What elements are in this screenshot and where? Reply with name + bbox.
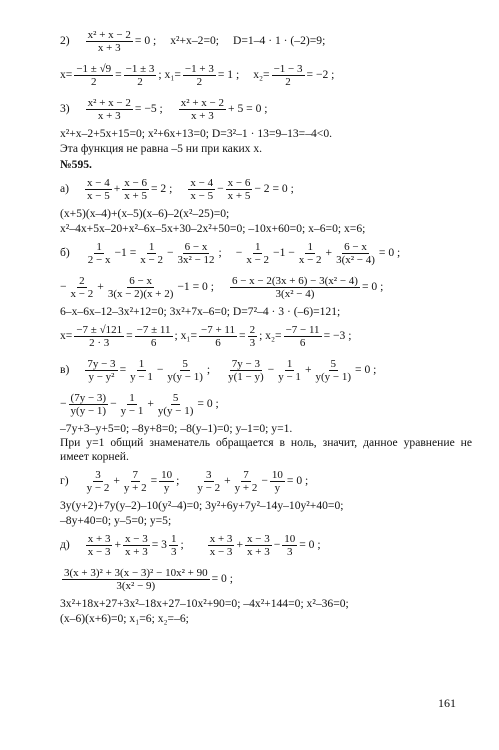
d-equation: д) $\frac{x + 3}{x - 3}$ + $\frac{x - 3}{x + 3}$ = 3 $\frac{1}{3}$ ; $\frac{x + 3}{x - 3}$ + $\frac{x - 3}{x + 3}$ − $\frac{10}{3}$ = 0 ; xyxy=(60,532,321,558)
fraction: $\frac{\text{3(x + 3)² + 3(x − 3)² − 10x² + 90}}{\text{3(x² − 9)}}$ xyxy=(64,566,208,592)
fraction: $\frac{3}{y - 2}$ xyxy=(197,468,221,494)
fraction: $\frac{-1 \pm 3}{2}$ xyxy=(125,62,155,88)
fraction: $\frac{5}{y(y - 1)}$ xyxy=(167,357,203,383)
fraction: $\frac{-1 \pm √9}{2}$ xyxy=(76,62,112,88)
fraction: $\frac{1}{y - 1}$ xyxy=(130,357,153,383)
part-label: 2) xyxy=(60,34,70,47)
fraction: $\frac{5}{y(y - 1)}$ xyxy=(157,391,194,417)
fraction: $\frac{x - 3}{x + 3}$ xyxy=(125,532,148,558)
fraction: $\frac{(7y - 3)}{y(y - 1)}$ xyxy=(70,391,107,417)
v-equation: в) $\frac{7y - 3}{\text{y − y²}}$ = $\frac{1}{y - 1}$ − $\frac{5}{y(y - 1)}$ ; $\frac{7y - 3}{y(1 - y)}$ − $\frac{1}{y - 1}$ + $\frac{5}{y(y - 1)}$ = 0 ; xyxy=(60,357,377,383)
fraction: $\frac{10}{y}$ xyxy=(271,468,283,494)
page-content xyxy=(60,24,472,626)
fraction: $\frac{1}{x - 2}$ xyxy=(140,240,163,266)
fraction: $\frac{1}{y - 1}$ xyxy=(278,357,301,383)
part-label: б) xyxy=(60,246,70,259)
fraction: $\frac{2}{3}$ xyxy=(249,323,256,349)
g-line: 3y(y+2)+7y(y–2)–10(y²–4)=0; 3y²+6y+7y²–14y–10y²+40=0; xyxy=(60,498,344,512)
part3-line: x²+x–2+5x+15=0; x²+6x+13=0; D=3²–1 · 13=9–13=–4<0. xyxy=(60,126,333,140)
part-label: в) xyxy=(60,363,70,376)
a-line: (x+5)(x–4)+(x–5)(x–6)–2(x²–25)=0; xyxy=(60,206,230,220)
fraction: $\frac{x - 6}{x + 5}$ xyxy=(124,176,147,202)
fraction: $\frac{7y - 3}{\text{y − y²}}$ xyxy=(87,357,116,383)
fraction: $\frac{1}{x - 2}$ xyxy=(246,240,270,266)
fraction: $\frac{1}{3}$ xyxy=(170,532,177,558)
fraction: $\frac{3}{y - 2}$ xyxy=(86,468,110,494)
d-equation-2: $\frac{\text{3(x + 3)² + 3(x − 3)² − 10x² + 90}}{\text{3(x² − 9)}}$ = 0 ; xyxy=(64,566,233,592)
fraction: $\frac{\text{x² + x − 2}}{x + 3}$ xyxy=(180,96,225,122)
fraction: $\frac{x - 4}{x - 5}$ xyxy=(87,176,110,202)
fraction: $\frac{1}{2 - x}$ xyxy=(87,240,111,266)
fraction: $\frac{\text{6 − x − 2(3x + 6) − 3(x² − 4)}}{\text{3(x² − 4)}}$ xyxy=(231,274,358,300)
fraction: $\frac{7y - 3}{y(1 - y)}$ xyxy=(228,357,264,383)
a-equation: а) $\frac{x - 4}{x - 5}$ + $\frac{x - 6}{x + 5}$ = 2 ; $\frac{x - 4}{x - 5}$ − $\frac{x - 6}{x + 5}$ − 2 = 0 ; xyxy=(60,176,294,202)
root-label: x= xyxy=(60,329,73,342)
part2-roots: x= $\frac{-1 \pm √9}{2}$ = $\frac{-1 \pm 3}{2}$ ; x₁= $\frac{-1 + 3}{2}$ = 1 ; x₂= $\frac{-1 - 3}{2}$ = −2 ; xyxy=(60,62,335,88)
fraction: $\frac{-7 + 11}{6}$ xyxy=(201,323,236,349)
fraction: $\frac{7}{y + 2}$ xyxy=(123,468,147,494)
problem-number: №595. xyxy=(60,157,92,171)
fraction: $\frac{x - 4}{x - 5}$ xyxy=(190,176,214,202)
fraction: $\frac{x + 3}{x - 3}$ xyxy=(209,532,233,558)
fraction: $\frac{-1 + 3}{2}$ xyxy=(184,62,214,88)
part-label: 3) xyxy=(60,102,70,115)
part-label: д) xyxy=(60,538,70,551)
b-equation-2: − $\frac{2}{x - 2}$ + $\frac{6 - x}{3(x - 2)(x + 2)}$ −1 = 0 ; $\frac{\text{6 − x − 2(3x + 6) − 3(x² − 4)}}{\text{3(x² − 4)}}$ = 0 ; xyxy=(60,274,384,300)
fraction: $\frac{1}{y - 1}$ xyxy=(120,391,144,417)
a-line: x²–4x+5x–20+x²–6x–5x+30–2x²+50=0; –10x+60=0; x–6=0; x=6; xyxy=(60,221,366,235)
fraction: $\frac{5}{y(y - 1)}$ xyxy=(315,357,352,383)
fraction: $\frac{-7 \pm 11}{6}$ xyxy=(136,323,171,349)
b-line: 6–x–6x–12–3x²+12=0; 3x²+7x–6=0; D=7²–4 · 3 · (–6)=121; xyxy=(60,304,341,318)
fraction: $\frac{6 - x}{3(x - 2)(x + 2)}$ xyxy=(107,274,174,300)
part3-conclusion: Эта функция не равна –5 ни при каких x. xyxy=(60,141,263,155)
fraction: $\frac{6 - x}{\text{3x² − 12}}$ xyxy=(177,240,215,266)
fraction: $\frac{-7 \pm √121}{2 \cdot 3}$ xyxy=(76,323,123,349)
fraction: $\frac{2}{x - 2}$ xyxy=(70,274,94,300)
fraction: $\frac{-7 - 11}{6}$ xyxy=(285,323,320,349)
page-number: 161 xyxy=(438,696,456,710)
part2-equation xyxy=(60,24,472,58)
fraction: $\frac{x + 3}{x - 3}$ xyxy=(87,532,111,558)
fraction: $\frac{6 - x}{\text{3(x² − 4)}}$ xyxy=(336,240,375,266)
fraction: $\frac{\text{x² + x − 2}}{x + 3}$ xyxy=(87,28,131,54)
part3-equation: 3) $\frac{\text{x² + x − 2}}{x + 3}$ = −5 ; $\frac{\text{x² + x − 2}}{x + 3}$ + 5 = 0 ; xyxy=(60,96,268,122)
fraction: $\frac{7}{y + 2}$ xyxy=(234,468,258,494)
fraction: $\frac{10}{3}$ xyxy=(284,532,296,558)
g-equation: г) $\frac{3}{y - 2}$ + $\frac{7}{y + 2}$ = $\frac{10}{y}$ ; $\frac{3}{y - 2}$ + $\frac{7}{y + 2}$ − $\frac{10}{y}$ = 0 ; xyxy=(60,468,309,494)
v-line: –7y+3–y+5=0; –8y+8=0; –8(y–1)=0; y–1=0; y=1. xyxy=(60,421,293,435)
fraction: $\frac{x - 3}{x + 3}$ xyxy=(246,532,270,558)
v-conclusion: При y=1 общий знаменатель обращается в ноль, значит, данное уравнение не имеет корней. xyxy=(60,436,472,463)
v-equation-2: − $\frac{(7y - 3)}{y(y - 1)}$ − $\frac{1}{y - 1}$ + $\frac{5}{y(y - 1)}$ = 0 ; xyxy=(60,391,219,417)
d-line: 3x²+18x+27+3x²–18x+27–10x²+90=0; –4x²+144=0; x²–36=0; xyxy=(60,596,349,610)
b-roots: x= $\frac{-7 \pm √121}{2 \cdot 3}$ = $\frac{-7 \pm 11}{6}$ ; x₁= $\frac{-7 + 11}{6}$ = $\frac{2}{3}$ ; x₂= $\frac{-7 - 11}{6}$ = −3 ; xyxy=(60,323,352,349)
part-label: а) xyxy=(60,182,70,195)
fraction: $\frac{-1 - 3}{2}$ xyxy=(273,62,303,88)
equation-text: = 0 ; xyxy=(134,34,157,47)
g-line: –8y+40=0; y–5=0; y=5; xyxy=(60,513,172,527)
part-label: г) xyxy=(60,474,69,487)
discriminant: D=1–4 · 1 · (–2)=9; xyxy=(233,34,326,47)
equation-text: x²+x–2=0; xyxy=(170,34,220,47)
fraction: $\frac{x - 6}{x + 5}$ xyxy=(227,176,251,202)
fraction: $\frac{10}{y}$ xyxy=(161,468,173,494)
fraction: $\frac{1}{x - 2}$ xyxy=(298,240,322,266)
fraction: $\frac{\text{x² + x − 2}}{x + 3}$ xyxy=(87,96,131,122)
root-label: x= xyxy=(60,68,73,81)
d-line: (x–6)(x+6)=0; x₁=6; x₂=–6; xyxy=(60,611,189,625)
b-equation: б) $\frac{1}{2 - x}$ −1 = $\frac{1}{x - 2}$ − $\frac{6 - x}{\text{3x² − 12}}$ ; − $\frac{1}{x - 2}$ −1 − $\frac{1}{x - 2}$ + $\frac{6 - x}{\text{3(x² − 4)}}$ = 0 ; xyxy=(60,240,401,266)
